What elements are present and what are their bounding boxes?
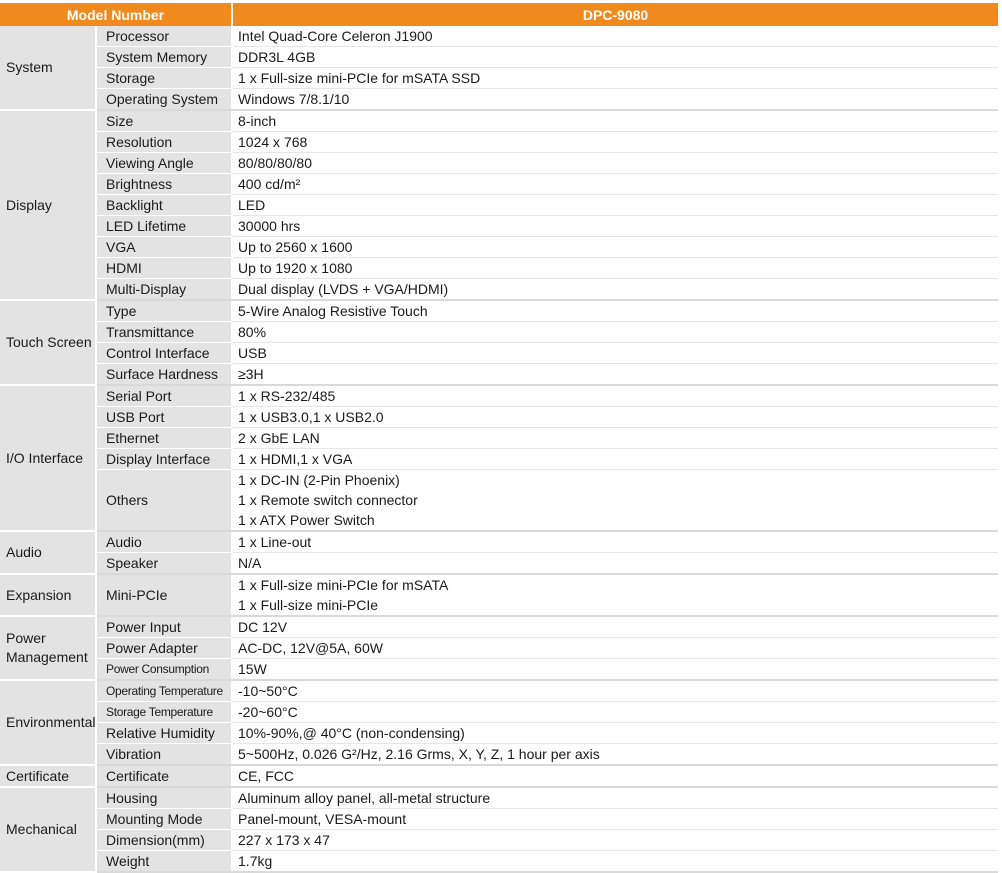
spec-row xyxy=(0,851,998,873)
spec-row xyxy=(0,659,998,681)
spec-label: Vibration xyxy=(96,744,232,766)
spec-value xyxy=(232,723,998,744)
spec-row xyxy=(0,174,998,195)
spec-row xyxy=(0,132,998,153)
spec-value-line: 2 x GbE LAN xyxy=(238,430,320,446)
spec-row xyxy=(0,723,998,744)
spec-row xyxy=(0,110,998,132)
spec-value xyxy=(232,616,998,638)
spec-value xyxy=(232,787,998,809)
spec-value xyxy=(232,449,998,470)
spec-value-line: 1 x DC-IN (2-Pin Phoenix) xyxy=(238,472,400,488)
spec-value-line: 10%-90%,@ 40°C (non-condensing) xyxy=(238,725,465,741)
category-environmental: Environmental xyxy=(0,680,96,765)
spec-value xyxy=(232,300,998,322)
spec-label: Weight xyxy=(96,851,232,873)
spec-value xyxy=(232,407,998,428)
spec-value xyxy=(232,322,998,343)
spec-row xyxy=(0,47,998,68)
spec-row xyxy=(0,680,998,702)
spec-value xyxy=(232,385,998,407)
spec-row xyxy=(0,553,998,575)
spec-value-line: 1 x Full-size mini-PCIe for mSATA SSD xyxy=(238,70,481,86)
spec-label: Brightness xyxy=(96,174,232,195)
spec-value-line: N/A xyxy=(238,555,262,571)
spec-row xyxy=(0,765,998,787)
spec-label: Power Consumption xyxy=(96,659,232,681)
model-number-label: Model Number xyxy=(0,3,232,26)
spec-label: Operating System xyxy=(96,89,232,111)
spec-row xyxy=(0,531,998,553)
spec-label: Operating Temperature xyxy=(96,680,232,702)
spec-value xyxy=(232,830,998,851)
spec-value-line: 1 x RS-232/485 xyxy=(238,388,336,404)
spec-row xyxy=(0,89,998,111)
spec-value xyxy=(232,765,998,787)
spec-row xyxy=(0,216,998,237)
spec-value-line: DC 12V xyxy=(238,619,288,635)
spec-value-line: Dual display (LVDS + VGA/HDMI) xyxy=(238,281,449,297)
spec-value-line: 1024 x 768 xyxy=(238,134,308,150)
spec-row xyxy=(0,195,998,216)
spec-label: Power Input xyxy=(96,616,232,638)
spec-row xyxy=(0,638,998,659)
spec-value-line: DDR3L 4GB xyxy=(238,49,316,65)
spec-row xyxy=(0,322,998,343)
spec-value xyxy=(232,553,998,575)
spec-value xyxy=(232,132,998,153)
spec-value xyxy=(232,195,998,216)
spec-value-line: 1.7kg xyxy=(238,853,273,869)
spec-value-line: CE, FCC xyxy=(238,768,295,784)
spec-row xyxy=(0,809,998,830)
spec-value xyxy=(232,110,998,132)
spec-value-line: Up to 1920 x 1080 xyxy=(238,260,353,276)
spec-row xyxy=(0,68,998,89)
spec-label: Storage Temperature xyxy=(96,702,232,723)
category-power-management: Power Management xyxy=(0,616,96,680)
spec-value-line: LED xyxy=(238,197,266,213)
spec-label: Mini-PCIe xyxy=(96,574,232,616)
spec-row xyxy=(0,428,998,449)
spec-row xyxy=(0,300,998,322)
spec-label: Serial Port xyxy=(96,385,232,407)
spec-value-line: 1 x HDMI,1 x VGA xyxy=(238,451,353,467)
category-mechanical: Mechanical xyxy=(0,787,96,872)
spec-value-line: USB xyxy=(238,345,267,361)
spec-label: Resolution xyxy=(96,132,232,153)
spec-label: Storage xyxy=(96,68,232,89)
spec-value xyxy=(232,702,998,723)
spec-label: Display Interface xyxy=(96,449,232,470)
spec-value xyxy=(232,258,998,279)
spec-label: Type xyxy=(96,300,232,322)
spec-label: VGA xyxy=(96,237,232,258)
spec-label: Backlight xyxy=(96,195,232,216)
spec-label: Relative Humidity xyxy=(96,723,232,744)
spec-label: Multi-Display xyxy=(96,279,232,301)
model-number-value: DPC-9080 xyxy=(232,3,998,26)
spec-row xyxy=(0,449,998,470)
spec-value xyxy=(232,89,998,111)
spec-label: LED Lifetime xyxy=(96,216,232,237)
spec-value xyxy=(232,809,998,830)
spec-row xyxy=(0,343,998,364)
spec-value-line: 80% xyxy=(238,324,267,340)
spec-value xyxy=(232,364,998,386)
spec-label: Audio xyxy=(96,531,232,553)
spec-label: Others xyxy=(96,470,232,532)
spec-value-line: 1 x Line-out xyxy=(238,534,312,550)
category-expansion: Expansion xyxy=(0,574,96,616)
spec-value-line: -10~50°C xyxy=(238,683,298,699)
spec-value xyxy=(232,216,998,237)
category-system: System xyxy=(0,26,96,110)
spec-row xyxy=(0,830,998,851)
spec-value xyxy=(232,174,998,195)
spec-table xyxy=(0,3,998,873)
spec-value xyxy=(232,68,998,89)
spec-label: Speaker xyxy=(96,553,232,575)
spec-value xyxy=(232,153,998,174)
spec-label: System Memory xyxy=(96,47,232,68)
spec-value-line: 1 x Full-size mini-PCIe for mSATA xyxy=(238,577,449,593)
spec-value xyxy=(232,343,998,364)
spec-value-line: Windows 7/8.1/10 xyxy=(238,91,350,107)
spec-row xyxy=(0,787,998,809)
spec-label: Surface Hardness xyxy=(96,364,232,386)
spec-value xyxy=(232,26,998,47)
spec-value xyxy=(232,744,998,766)
spec-label: Transmittance xyxy=(96,322,232,343)
spec-value xyxy=(232,531,998,553)
spec-body xyxy=(0,26,998,872)
spec-row xyxy=(0,702,998,723)
spec-value-line: 15W xyxy=(238,661,267,677)
spec-value-line: Panel-mount, VESA-mount xyxy=(238,811,407,827)
spec-value-line: Intel Quad-Core Celeron J1900 xyxy=(238,28,433,44)
spec-row xyxy=(0,744,998,766)
spec-value-line: AC-DC, 12V@5A, 60W xyxy=(238,640,383,656)
spec-value xyxy=(232,428,998,449)
spec-value-line: 227 x 173 x 47 xyxy=(238,832,330,848)
category-certificate: Certificate xyxy=(0,765,96,787)
category-touch-screen: Touch Screen xyxy=(0,300,96,385)
spec-value-line: -20~60°C xyxy=(238,704,298,720)
spec-row xyxy=(0,237,998,258)
spec-value-line: 1 x Full-size mini-PCIe xyxy=(238,597,379,613)
spec-row xyxy=(0,258,998,279)
spec-row xyxy=(0,574,998,616)
spec-label: Processor xyxy=(96,26,232,47)
spec-label: USB Port xyxy=(96,407,232,428)
header-row xyxy=(0,3,998,26)
spec-value-line: 1 x Remote switch connector xyxy=(238,492,418,508)
spec-row xyxy=(0,385,998,407)
spec-value-line: Up to 2560 x 1600 xyxy=(238,239,353,255)
spec-label: Mounting Mode xyxy=(96,809,232,830)
spec-value xyxy=(232,659,998,681)
spec-value-line: 30000 hrs xyxy=(238,218,301,234)
spec-value-line: 1 x ATX Power Switch xyxy=(238,512,375,528)
spec-label: Ethernet xyxy=(96,428,232,449)
spec-value-line: Aluminum alloy panel, all-metal structure xyxy=(238,790,491,806)
spec-row xyxy=(0,364,998,386)
spec-row xyxy=(0,26,998,47)
spec-label: Certificate xyxy=(96,765,232,787)
spec-label: Size xyxy=(96,110,232,132)
spec-value xyxy=(232,574,998,616)
spec-label: Control Interface xyxy=(96,343,232,364)
spec-row xyxy=(0,279,998,301)
spec-value-line: 1 x USB3.0,1 x USB2.0 xyxy=(238,409,384,425)
spec-label: Viewing Angle xyxy=(96,153,232,174)
spec-value xyxy=(232,47,998,68)
spec-row xyxy=(0,616,998,638)
spec-value xyxy=(232,680,998,702)
spec-value xyxy=(232,470,998,532)
spec-value xyxy=(232,851,998,873)
spec-value-line: 5-Wire Analog Resistive Touch xyxy=(238,303,428,319)
spec-value-line: 5~500Hz, 0.026 G²/Hz, 2.16 Grms, X, Y, Z, 1 hour per axis xyxy=(238,746,600,762)
category-i-o-interface: I/O Interface xyxy=(0,385,96,531)
spec-value-line: ≥3H xyxy=(238,366,264,382)
spec-row xyxy=(0,470,998,532)
spec-label: Dimension(mm) xyxy=(96,830,232,851)
category-audio: Audio xyxy=(0,531,96,574)
spec-value-line: 8-inch xyxy=(238,113,277,129)
spec-label: Power Adapter xyxy=(96,638,232,659)
spec-value-line: 80/80/80/80 xyxy=(238,155,312,171)
spec-value xyxy=(232,638,998,659)
spec-row xyxy=(0,153,998,174)
category-display: Display xyxy=(0,110,96,300)
spec-label: HDMI xyxy=(96,258,232,279)
spec-value xyxy=(232,279,998,301)
spec-value xyxy=(232,237,998,258)
spec-label: Housing xyxy=(96,787,232,809)
spec-row xyxy=(0,407,998,428)
spec-value-line: 400 cd/m² xyxy=(238,176,301,192)
